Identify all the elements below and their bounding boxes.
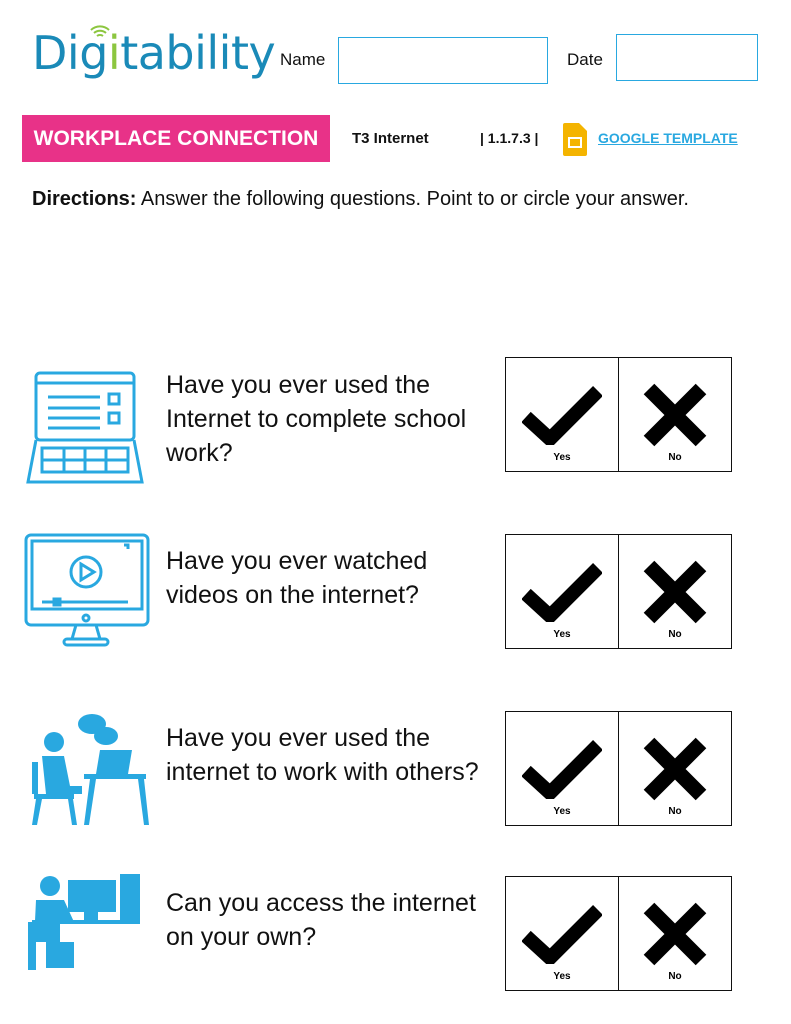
no-option[interactable]: [618, 358, 731, 471]
name-label: Name: [280, 50, 326, 69]
check-icon: [522, 739, 602, 799]
no-option[interactable]: [618, 877, 731, 990]
x-icon: [643, 902, 707, 966]
x-icon: [643, 383, 707, 447]
check-icon: [522, 562, 602, 622]
x-icon: [643, 560, 707, 624]
yes-option[interactable]: [506, 877, 618, 990]
topic-label: T3 Internet: [352, 130, 429, 147]
answer-box: [505, 711, 732, 826]
question-text: Can you access the internet on your own?: [166, 889, 476, 951]
google-template-link[interactable]: GOOGLE TEMPLATE: [598, 130, 738, 146]
check-icon: [522, 904, 602, 964]
directions-label: Directions:: [32, 188, 137, 210]
no-label: No: [668, 971, 682, 982]
date-field[interactable]: [616, 34, 758, 81]
yes-label: Yes: [553, 629, 571, 640]
no-label: No: [668, 806, 682, 817]
name-field[interactable]: [338, 37, 548, 84]
directions: [32, 185, 732, 213]
no-label: No: [668, 629, 682, 640]
yes-label: Yes: [553, 971, 571, 982]
question-text: Have you ever used the internet to work with others?: [166, 724, 479, 786]
person-computer-icon: [24, 874, 150, 974]
laptop-icon: [24, 370, 146, 486]
no-label: No: [668, 452, 682, 463]
workplace-connection-banner: WORKPLACE CONNECTION: [22, 115, 330, 162]
answer-box: [505, 876, 732, 991]
no-option[interactable]: [618, 712, 731, 825]
answer-box: [505, 357, 732, 472]
yes-label: Yes: [553, 452, 571, 463]
monitor-video-icon: [24, 533, 150, 649]
question-text: Have you ever used the Internet to complete school work?: [166, 371, 467, 467]
digitability-logo: Digitability: [32, 26, 276, 80]
google-slides-icon: [563, 123, 587, 156]
yes-option[interactable]: [506, 712, 618, 825]
date-label: Date: [567, 50, 603, 69]
question-text: Have you ever watched videos on the internet?: [166, 547, 428, 609]
people-chat-icon: [24, 712, 150, 828]
answer-box: [505, 534, 732, 649]
yes-option[interactable]: [506, 358, 618, 471]
check-icon: [522, 385, 602, 445]
directions-text: Answer the following questions. Point to or circle your answer.: [136, 188, 689, 210]
yes-label: Yes: [553, 806, 571, 817]
x-icon: [643, 737, 707, 801]
yes-option[interactable]: [506, 535, 618, 648]
lesson-code: | 1.1.7.3 |: [480, 130, 539, 146]
no-option[interactable]: [618, 535, 731, 648]
